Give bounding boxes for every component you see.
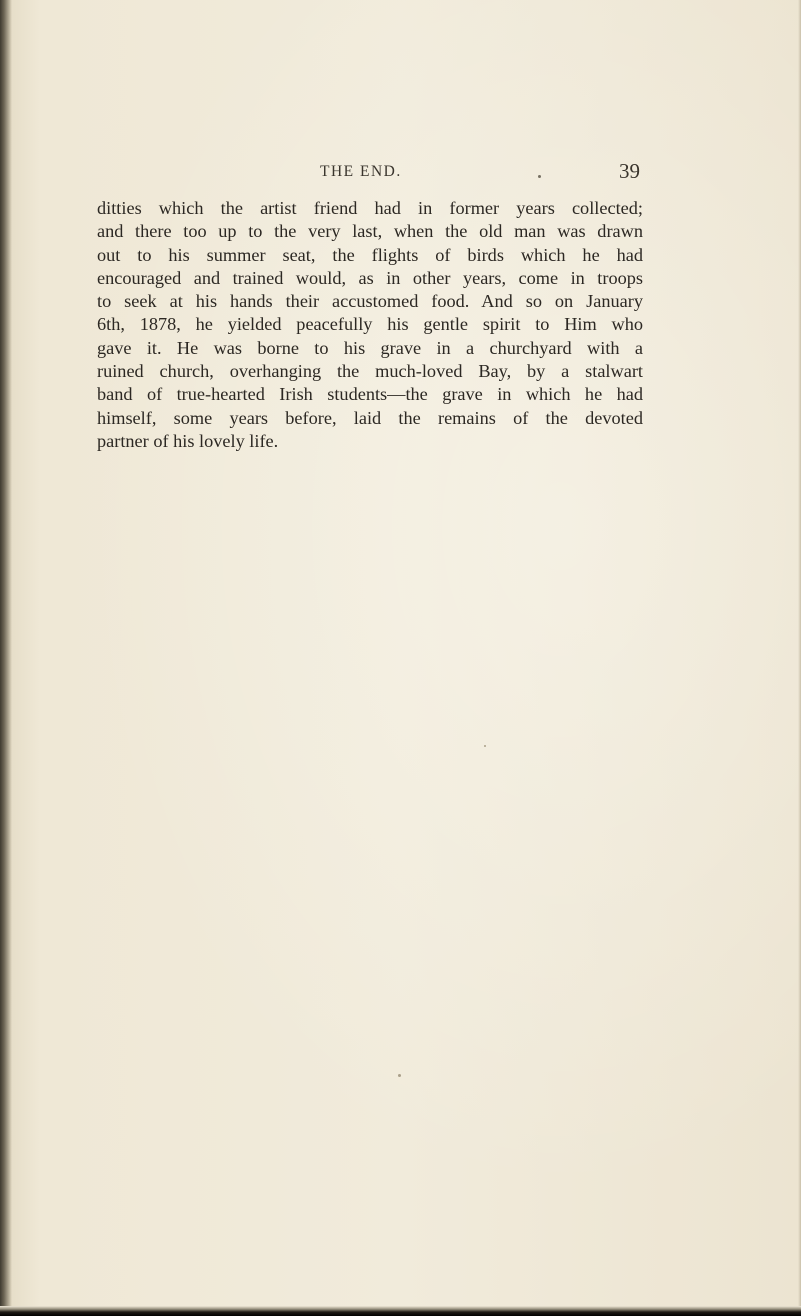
scan-bottom-edge — [0, 1306, 801, 1316]
paper-speck — [398, 1074, 401, 1077]
text-line: partner of his lovely life. — [97, 430, 279, 451]
running-title: THE END. — [320, 163, 402, 180]
page-number: 39 — [619, 159, 640, 183]
paper-speck — [484, 745, 486, 747]
text-line: himself, some years before, laid the remains of the devoted — [97, 407, 643, 428]
text-line: 6th, 1878, he yielded peacefully his gentle spirit to Him who — [97, 314, 643, 335]
text-line: out to his summer seat, the flights of birds which he had — [97, 244, 643, 265]
stray-mark — [538, 175, 541, 178]
text-line: ditties which the artist friend had in former years collected; — [97, 198, 643, 218]
page-header — [95, 159, 640, 193]
text-line: to seek at his hands their accustomed food. And so on January — [97, 291, 643, 312]
page-gutter-shadow — [0, 0, 12, 1316]
text-line: and there too up to the very last, when the old man was drawn — [97, 221, 643, 242]
body-paragraph — [97, 197, 643, 453]
text-line: band of true-hearted Irish students—the grave in which he had — [97, 384, 643, 405]
text-line: ruined church, overhanging the much-loved Bay, by a stalwart — [97, 361, 643, 382]
text-line: encouraged and trained would, as in other years, come in troops — [97, 267, 643, 288]
text-line: gave it. He was borne to his grave in a churchyard with a — [97, 337, 643, 358]
